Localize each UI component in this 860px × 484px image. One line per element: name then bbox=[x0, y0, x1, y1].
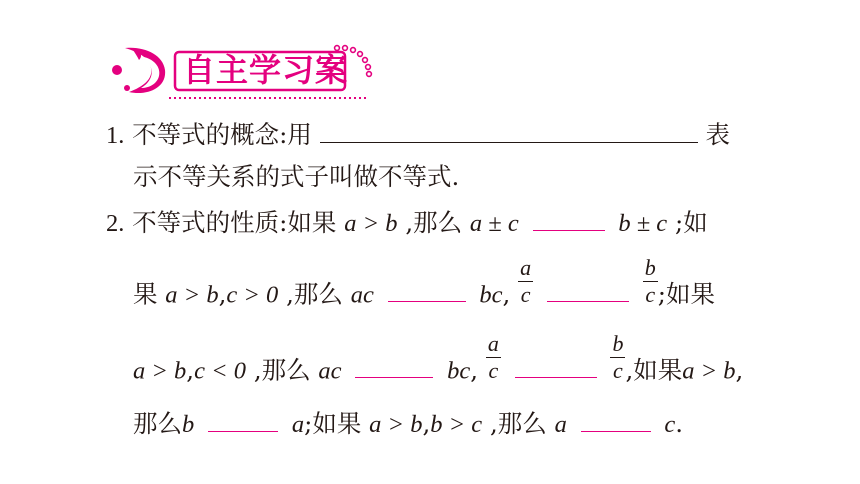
fraction-denominator: c bbox=[488, 358, 499, 384]
item2-l3-text-b: ,那么 bbox=[253, 355, 311, 385]
item2-l3-cond3: a > b bbox=[682, 357, 736, 385]
fraction-numerator: b bbox=[644, 255, 656, 280]
item1-text-after: 表 bbox=[705, 120, 731, 149]
item2-blank-1[interactable] bbox=[533, 208, 605, 231]
item2-l3-comma2: , bbox=[470, 355, 479, 385]
fraction-a-over-c bbox=[518, 256, 533, 307]
item2-l3-comma1: , bbox=[186, 355, 195, 385]
item2-blank-6[interactable] bbox=[208, 409, 278, 432]
item2-l4-a2: a bbox=[554, 411, 567, 438]
item1-line2 bbox=[133, 162, 459, 192]
item2-l2-text-a: 果 bbox=[133, 279, 158, 309]
item2-l2-comma2: , bbox=[502, 279, 511, 309]
item2-l3-cond2: c < 0 bbox=[194, 357, 247, 385]
item2-l4-comma1: , bbox=[422, 409, 431, 438]
item2-l4-text-d: ,那么 bbox=[489, 409, 547, 438]
item2-blank-4[interactable] bbox=[355, 355, 433, 378]
item2-l4-text-c: ;如果 bbox=[304, 409, 362, 438]
item1-line1 bbox=[106, 120, 730, 151]
item2-l3-text-c: ,如果 bbox=[625, 355, 683, 385]
item2-blank-3[interactable] bbox=[547, 279, 629, 302]
fraction-a-over-c bbox=[486, 332, 501, 383]
fraction-denominator: c bbox=[613, 358, 623, 384]
item2-line2 bbox=[133, 256, 715, 325]
item2-l4-end: . bbox=[675, 409, 684, 438]
item2-l3-comma3: , bbox=[735, 355, 744, 385]
item1-number: 1. bbox=[106, 122, 125, 149]
item2-l4-b-var: b bbox=[182, 411, 195, 438]
item2-number: 2. bbox=[106, 210, 125, 237]
item2-blank-2[interactable] bbox=[388, 279, 466, 302]
item2-blank-5[interactable] bbox=[515, 355, 597, 378]
item2-line1 bbox=[106, 208, 708, 239]
item2-l4-c-var: c bbox=[664, 411, 676, 438]
fraction-numerator: a bbox=[487, 331, 499, 356]
item2-l1-text-c: ;如 bbox=[674, 208, 708, 237]
item2-line3 bbox=[133, 332, 743, 401]
item2-l2-end: ;如果 bbox=[657, 279, 715, 309]
fraction-denominator: c bbox=[645, 282, 656, 308]
item2-l1-expr2: b ± c bbox=[618, 210, 668, 237]
header-title: 自主学习案 bbox=[183, 51, 349, 89]
item2-l3-bc: bc bbox=[447, 357, 471, 385]
item2-l1-cond: a > b bbox=[344, 210, 398, 237]
item2-l2-bc: bc bbox=[479, 281, 503, 309]
item2-l3-ac: ac bbox=[318, 357, 342, 385]
item1-text-before: 不等式的概念:用 bbox=[132, 120, 312, 149]
fraction-b-over-c bbox=[643, 256, 658, 307]
item1-blank[interactable] bbox=[320, 120, 698, 143]
item2-l3-cond1: a > b bbox=[133, 357, 187, 385]
item2-l4-a-var: a bbox=[291, 411, 305, 438]
item2-l4-cond2: b > c bbox=[430, 411, 483, 438]
item2-l2-text-b: ,那么 bbox=[286, 279, 343, 309]
item2-l1-text-b: ,那么 bbox=[405, 208, 463, 237]
fraction-numerator: a bbox=[520, 255, 532, 280]
item2-blank-7[interactable] bbox=[581, 409, 651, 432]
item2-l4-text-a: 那么 bbox=[133, 409, 182, 438]
fraction-denominator: c bbox=[520, 282, 531, 308]
item2-line4 bbox=[133, 409, 683, 440]
section-header bbox=[103, 36, 383, 106]
item2-l2-comma1: , bbox=[218, 279, 227, 309]
item2-l4-cond1: a > b bbox=[369, 411, 423, 438]
item2-l1-text-a: 不等式的性质:如果 bbox=[132, 208, 337, 237]
item2-l2-ac: ac bbox=[350, 281, 374, 309]
item1-line2-text: 示不等关系的式子叫做不等式. bbox=[133, 162, 460, 191]
item2-l2-cond1: a > b bbox=[165, 281, 219, 309]
deco-dot bbox=[112, 65, 122, 75]
fraction-b-over-c bbox=[610, 332, 625, 383]
fraction-numerator: b bbox=[612, 331, 624, 356]
item2-l1-expr1: a ± c bbox=[469, 210, 519, 237]
deco-dot bbox=[124, 85, 130, 91]
item2-l2-cond2: c > 0 bbox=[226, 281, 279, 309]
